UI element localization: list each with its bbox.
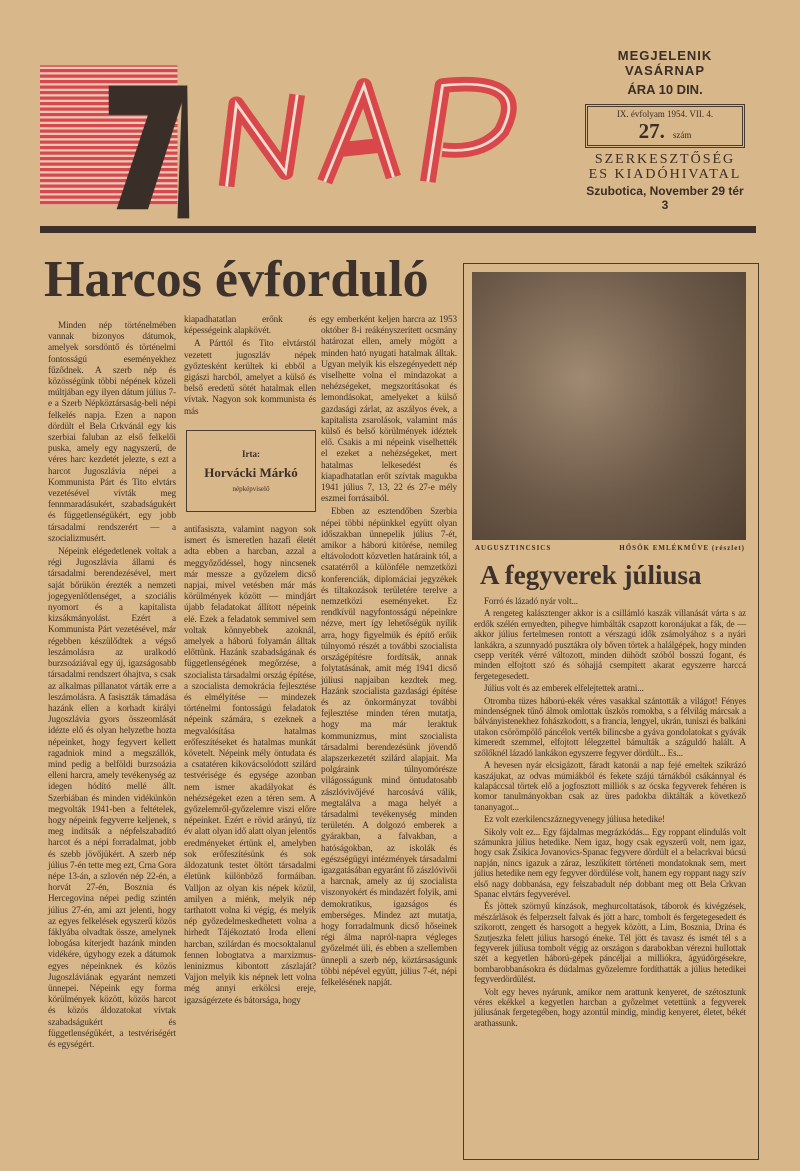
paragraph: A Párttól és Tito elvtárstól vezetett jugoszláv népek győztesként kerültek ki ebből a gigászi harcból, amelyet a külső és belső eredetű sötét hatalmak ellen vívtak. Nagyon sok kommunista és más <box>184 338 316 416</box>
paragraph: kiapadhatatlan erőnk és képességeink alapkövét. <box>184 314 316 336</box>
paragraph: Ebben az esztendőben Szerbia népei többi népünkkel együtt olyan időszakban ünnepelik július 7-ét, amikor a háború kitörése, nemileg eltávolodott közvetlen határaink tól, a csatatérről a különféle nemzetközi konferenciák, diplomáciai jegyzékek és tiltakozások területére terelve a nemzetközi eseményeket. Ez rendkívül nagyfontosságú népeinkre nézve, mert így lehetőségük nyílik arra, hogy figyelmük és építő erőik túlnyomó részét a további szocialista országépítésre fordítsák, annak folytatásának, amit még 1941 dicső júliusi napjaiban kezdtek meg. Hazánk szocialista gazdasági építése és az önkormányzat további fejlesztése minden téren mutatja, hogy ma már leraktuk kommunizmus, mint szocialista társadalmi berendezésünk jövendő alapszerkezetét szilárd alapjait. Ma polgáraink túlnyomórésze világosságunk mind öntudatosabb zászlóvivőjévé harcosává válik, megtalálva a maga helyét a társadalmi tevékenység minden területén. A dolgozó emberek a gyárakban, a falvakban, a hatóságokban, az iskolák és egészségügyi intézmények társadalmi igazgatásában egyaránt fő zászlóvivői a harcnak, amely az új szocialista viszonyokért és mindazért folyik, ami demokratikus, igazságos és emberséges. Mindez azt mutatja, hogy forradalmunk dicső hőseinek régi álma napról-napra végleges győzelmét üli, és ebben a szellemben ünnepli a szerb nép, köztársaságunk többi népével együtt, július 7-ét, népi felkelésének napját. <box>321 506 457 987</box>
paragraph: Forró és lázadó nyár volt... <box>484 596 578 606</box>
byline-box <box>186 430 316 512</box>
paragraph: antifasiszta, valamint nagyon sok ismert és ismeretlen hazafi életét adta ebben a harcban, azzal a meggyőződéssel, hogy nincsenek már messze a győzelem dicső napjai, mivel vetésben már más körülmények között — mindjárt újabb feladatokat állított népeink elé. Ezek a feladatok semmivel sem voltak könnyebbek azoknál, amelyek a háború folyamán álltak előttünk. Hazánk szabadságának és függetlenségének megőrzése, a szocialista társadalmi ország építése, a szocialista demokrácia fejlesztése és elmélyítése — mindezek történelmi fontosságú feladatok népeink számára, s ezeknek a megvalósítása hatalmas erőfeszítéseket és hatalmas munkát követelt. Népeink mély öntudata és a csatatéren kikovácsolódott szilárd testvérisége és egysége azonban nem ismer akadályokat és nehézségeket ezen a téren sem. A győzelemről-győzelemre viszi előre népeinket. Ezért e rövid arányú, tíz év alatt olyan idő alatt olyan jelentős eredményeket értünk el, amelyben sok erőfeszítésünk és sok áldozatunk testet öltött társadalmi életünk különböző formáiban. Valljon az olyan kis népek közül, amilyen a miénk, melyik nép tarthatott volna ki végig, és melyik nép győzedelmeskedhetett volna a hirhedt Tájékoztató Iroda elleni harcban, szilárdan és mocsoktalanul fennen lobogtatva a marxizmus-leninizmus kibontott zászlaját? Vajjon melyik kis népnek lett volna még annyi erkölcsi ereje, igazságérzete és bátorsága, hogy <box>184 524 316 1005</box>
byline-label: Irta: <box>242 449 260 459</box>
paragraph: Volt egy heves nyárunk, amikor nem arattunk kenyeret, de szétosztunk véres ekékkel a kegyetlen harcban a győzelmet vetettünk a fegyverek júliusának fergetegében, hogy azontúl mindig, mindig kenyeret, életet, békét arathassunk. <box>474 986 746 1028</box>
paragraph: A hevesen nyár elcsigázott, fáradt katonái a nap fejé emeltek szikrázó kaszájukat, az odvas múmiákból és fekete szájú tárnákból csákánnyal és kalapáccsal törtek elő a jogfosztott milliók s az ócska fegyverek fehéren is komor tanulmányokban csak az üres padokba diktálták a következő tananyagot... <box>474 760 746 812</box>
article-column-1 <box>48 320 176 1050</box>
paragraph: És jöttek szörnyű kínzások, meghurcoltatások, táborok és kivégzések, mészárlások és felperzselt falvak és jött a harc, tombolt és fergetegesedett és szikorott, zengett és harsogott a hegyek között, a Lim, Bosznia, Drina és Szutjeszka felett július harsogó éneke. Tél jött és tavasz és ismét tél s a fegyverek júliusa tombolt végig az országon s darabokban vérezni hullottak szét a kegyetlen háború-gépek páncéljai a milliókra, ágyúdörgésekre, bombarobbanásokra és dúdalmas győzelemre fordíthatták a július hetedikei fegyverdördülést. <box>474 901 746 985</box>
issue-number-label: szám <box>672 130 692 140</box>
main-headline: Harcos évforduló <box>44 251 429 308</box>
publication-frequency: MEGJELENIK VASÁRNAP <box>617 48 713 78</box>
office-line1: SZERKESZTŐSÉG <box>594 152 736 167</box>
side-article-body <box>474 596 746 1028</box>
byline-title: népképviselő <box>232 485 270 493</box>
byline-author: Horvácki Márkó <box>204 465 298 480</box>
paragraph: Otromba tüzes háború-ekék véres vasakkal szántották a világot! Fényes mindenségnek tűnő álmok omlottak üszkös romokba, s a félvilág márcsak a bálványistenekhez fohászkodott, s a francia, lengyel, ukrán, tuniszi és balkáni utakon csörömpölő páncélok verték bilincsbe a gyáva gondolatokat s gyávák kimeredt szemmel, elfojtott lélegzettel bámulták a száguldó halált. A szőlőknél lázadó lankákon egyszerre fegyver dördült... Es... <box>474 695 746 758</box>
paragraph: Minden nép történelmében vannak bizonyos dátumok, amelyek sorsdöntő és történelmi fontosságú eseményekhez fűződnek. A szerb nép és közösségünk többi népének közeli múltjában egy ilyen dátum július 7-e a Szerb Népköztársaság-beli népi felkelés napja. Ezen a napon dördült el Bela Crkvánál egy kis szerbiai faluban az első felkelői puska, amely egy nagyszerű, de véres harc kezdetét jelezte, s ezt a harcot Jugoszlávia népei a Kommunista Párt és Tito elvtárs vezetésével vívták meg fennmaradásukért, szabadságukért és függetlenségükért, egy jobb társadalmi rendszerért — a szocializmusért. <box>48 320 176 543</box>
paragraph: A rengeteg kalásztenger akkor is a csillámló kaszák villanását várta s az erdők szélén ernyedten, pihegve himbálták csapzott koronájukat a fák, de — akkor július fertelmesen rontott a vérszagú idők zsámolyához s a nyári lankákra, a szunnyadó pusztákra oly bőven törtek a halálgépek, hogy minden csepp veríték vérré változott, minden dühödt szóból bosszú fogant, és minden elfojtott szó és sóhajjá csempített akarat egyszerre harccá fergetegesedett. <box>474 608 746 681</box>
paragraph: Ez volt ezerkilencszáznegyvenegy júliusa hetedike! <box>484 814 665 825</box>
issue-number: 27. <box>638 119 665 143</box>
paragraph: Július volt és az emberek elfelejtettek aratni... <box>484 683 644 694</box>
issue-line: IX. évfolyam 1954. VII. 4. <box>616 109 714 119</box>
newspaper-logo <box>40 58 580 223</box>
masthead-info <box>585 48 745 212</box>
photo-title: HŐSÖK EMLÉKMŰVE (részlet) <box>619 544 745 552</box>
address: Szubotica, November 29 tér 3 <box>586 184 744 212</box>
side-headline: A fegyverek júliusa <box>480 560 702 590</box>
paragraph: Sikoly volt ez... Egy fájdalmas megrázkódás... Egy roppant elindulás volt számunkra július hetedike. Nem igaz, hogy csak egyszerű volt, nem igaz, hogy csak Zsikica Jovanovics-Spanac fegyvere dördült el a belacrkvai búcsú napján, nincs igazuk a záraz, leszűkített történeti mondatoknak sem, mert július hetedike nem egy fegyver dördülése volt, hanem egy roppant nagy szív első nagy dobbanása, egy felszabadult nép dobbant meg ott Bela Crkvan Spanac elvtárs fegyverével. <box>474 826 746 899</box>
photo-credit: AUGUSZTINCSICS <box>475 544 552 552</box>
photo-caption <box>475 544 745 553</box>
office-line2: ES KIADÓHIVATAL <box>588 167 742 182</box>
paragraph: Népeink elégedetlenek voltak a régi Jugoszlávia állami és társadalmi berendezésével, mert saját bőrükön érezték a nemzeti jogegyenlőtlenséget, a szociális nyomort és a kapitalista kizsákmányolást. Ezért a Kommunista Párt vezetésével, már régebben készülődtek a végső leszámolásra az uralkodó burzsoáziával egy új, igazságosabb társadalmi rendszert óhajtva, s csak az alkalmas pillanatot várták erre a leszámolásra. A fasiszták támadása hazánk ellen a korhadt királyi Jugoszlávia gyors összeomlását idézte elő és olyan helyzetbe hozta népeinket, hogy fegyvert kellett ragadniok mind a megszállók, mind pedig a belföldi burzsoázia elleni harcra, amely tevékenység az idegen hódító mellé állt. Szerbiában és minden vidékünkön megvolták 1941-ben a feltételek, hogy népeink fegyverre keljenek, s meg indítsák a népfelszabadító harcot és a népi forradalmat, jobb és szebb jövőjükért. A szerb nép július 7-én tette meg ezt, Crna Gora népe 13-án, a szlovén nép 22-én, a horvát 27-én, Bosznia és Hercegovina népei pedig szintén július 27-én, ami azt jelenti, hogy az egyes felkelések egyszerű közös fáklyába olvadtak össze, amelynek lobogása kiterjedt hazánk minden vidékére, úgyhogy ezek a dátumok egyes népeinknek és közös Jugoszláviának egyaránt nemzeti ünnepei. Népeink egy forma körülmények között, közös harcot és közös áldozatokat vívtak szabadságukért és függetlenségükért, a testvériségért és egységért. <box>48 546 176 1049</box>
price: ÁRA 10 DIN. <box>627 82 703 97</box>
article-column-2-continued <box>184 524 316 1006</box>
issue-box <box>585 104 745 148</box>
monument-photo <box>472 272 746 540</box>
article-column-2 <box>184 314 316 417</box>
article-column-3 <box>321 314 457 988</box>
paragraph: egy emberként keljen harcra az 1953 október 8-i reákényszerített ocsmány határozat ellen, amely mögött a minden ható nyugati hatalmak álltak. Ugyan melyik kis elszegényedett nép viselhette volna el mindazokat a nehézségeket, megszorításokat és lemondásokat, amelyeket a külső gazdasági zárlat, az aszályos évek, a kapitalista zsarolások, valamint más külső és belső körülmények idéztek elő. Csakis a mi népeink viselhették el ezeket a nehézségeket, mert hatalmas lelkesedést és kiapadhatatlan erőt szívtak magukba 1941 július 7, 13, 22 és 27-e mély eszmei forrásaiból. <box>321 314 457 504</box>
masthead-divider <box>40 226 756 233</box>
